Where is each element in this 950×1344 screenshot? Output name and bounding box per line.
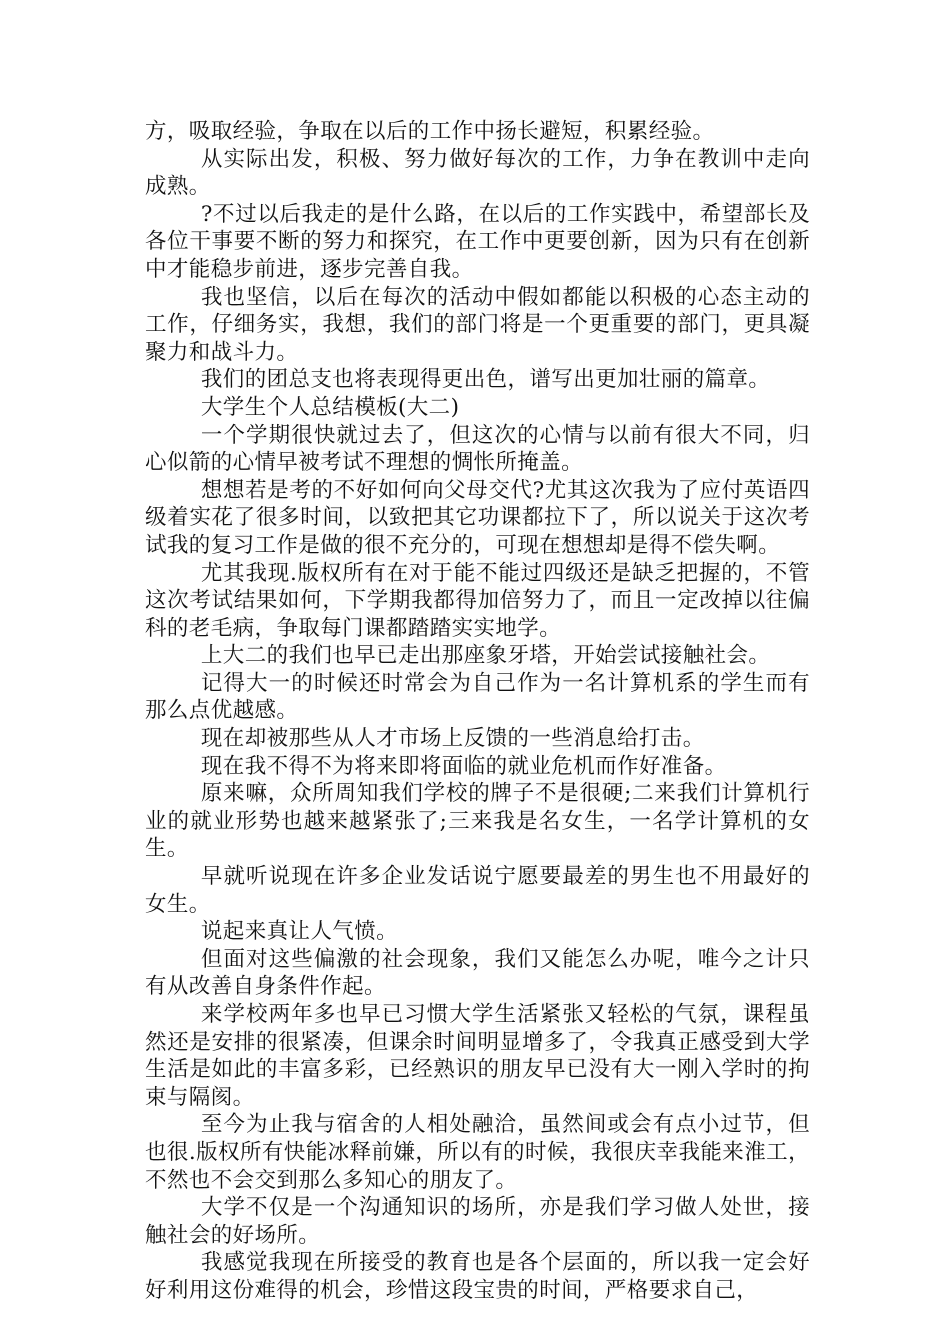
- paragraph: 尤其我现.版权所有在对于能不能过四级还是缺乏把握的，不管这次考试结果如何，下学期我都得加倍努力了，而且一定改掉以往偏科的老毛病，争取每门课都踏踏实实地学。: [145, 560, 810, 641]
- paragraph: 方，吸取经验，争取在以后的工作中扬长避短，积累经验。: [145, 119, 715, 144]
- paragraph: 原来嘛，众所周知我们学校的牌子不是很硬;二来我们计算机行业的就业形势也越来越紧张了;三来我是名女生，一名学计算机的女生。: [145, 781, 810, 862]
- paragraph: ?不过以后我走的是什么路，在以后的工作实践中，希望部长及各位干事要不断的努力和探究，在工作中更要创新，因为只有在创新中才能稳步前进，逐步完善自我。: [145, 201, 810, 282]
- paragraph: 我也坚信，以后在每次的活动中假如都能以积极的心态主动的工作，仔细务实，我想，我们的部门将是一个更重要的部门，更具凝聚力和战斗力。: [145, 284, 810, 365]
- paragraph: 一个学期很快就过去了，但这次的心情与以前有很大不同，归心似箭的心情早被考试不理想的惆怅所掩盖。: [145, 422, 810, 476]
- paragraph: 我感觉我现在所接受的教育也是各个层面的，所以我一定会好好利用这份难得的机会，珍惜这段宝贵的时间，严格要求自己，: [145, 1250, 810, 1303]
- paragraph: 大学不仅是一个沟通知识的场所，亦是我们学习做人处世，接触社会的好场所。: [145, 1195, 810, 1248]
- paragraph: 现在却被那些从人才市场上反馈的一些消息给打击。: [200, 726, 705, 752]
- paragraph: 上大二的我们也早已走出那座象牙塔，开始尝试接触社会。: [200, 643, 771, 669]
- paragraph: 早就听说现在许多企业发话说宁愿要最差的男生也不用最好的女生。: [145, 864, 810, 917]
- paragraph: 说起来真让人气愤。: [200, 919, 398, 945]
- paragraph: 现在我不得不为将来即将面临的就业危机而作好准备。: [200, 753, 727, 779]
- paragraph: 来学校两年多也早已习惯大学生活紧张又轻松的气氛，课程虽然还是安排的很紧凑，但课余时间明显增多了，令我真正感受到大学生活是如此的丰富多彩，已经熟识的朋友早已没有大一刚入学时的拘束与隔阂。: [145, 1002, 810, 1110]
- paragraph: 但面对这些偏激的社会现象，我们又能怎么办呢，唯今之计只有从改善自身条件作起。: [145, 946, 810, 1000]
- document-body: [145, 118, 810, 1305]
- paragraph: 记得大一的时候还时常会为自己作为一名计算机系的学生而有那么点优越感。: [145, 670, 810, 724]
- paragraph: 从实际出发，积极、努力做好每次的工作，力争在教训中走向成熟。: [145, 146, 810, 200]
- paragraph: 至今为止我与宿舍的人相处融洽，虽然间或会有点小过节，但也很.版权所有快能冰释前嫌，所以有的时候，我很庆幸我能来淮工，不然也不会交到那么多知心的朋友了。: [145, 1112, 810, 1193]
- paragraph: 我们的团总支也将表现得更出色，谱写出更加壮丽的篇章。: [200, 367, 771, 393]
- paragraph: 想想若是考的不好如何向父母交代?尤其这次我为了应付英语四级着实花了很多时间，以致把其它功课都拉下了，所以说关于这次考试我的复习工作是做的很不充分的，可现在想想却是得不偿失啊。: [145, 477, 810, 558]
- section-heading: 大学生个人总结模板(大二): [200, 394, 460, 420]
